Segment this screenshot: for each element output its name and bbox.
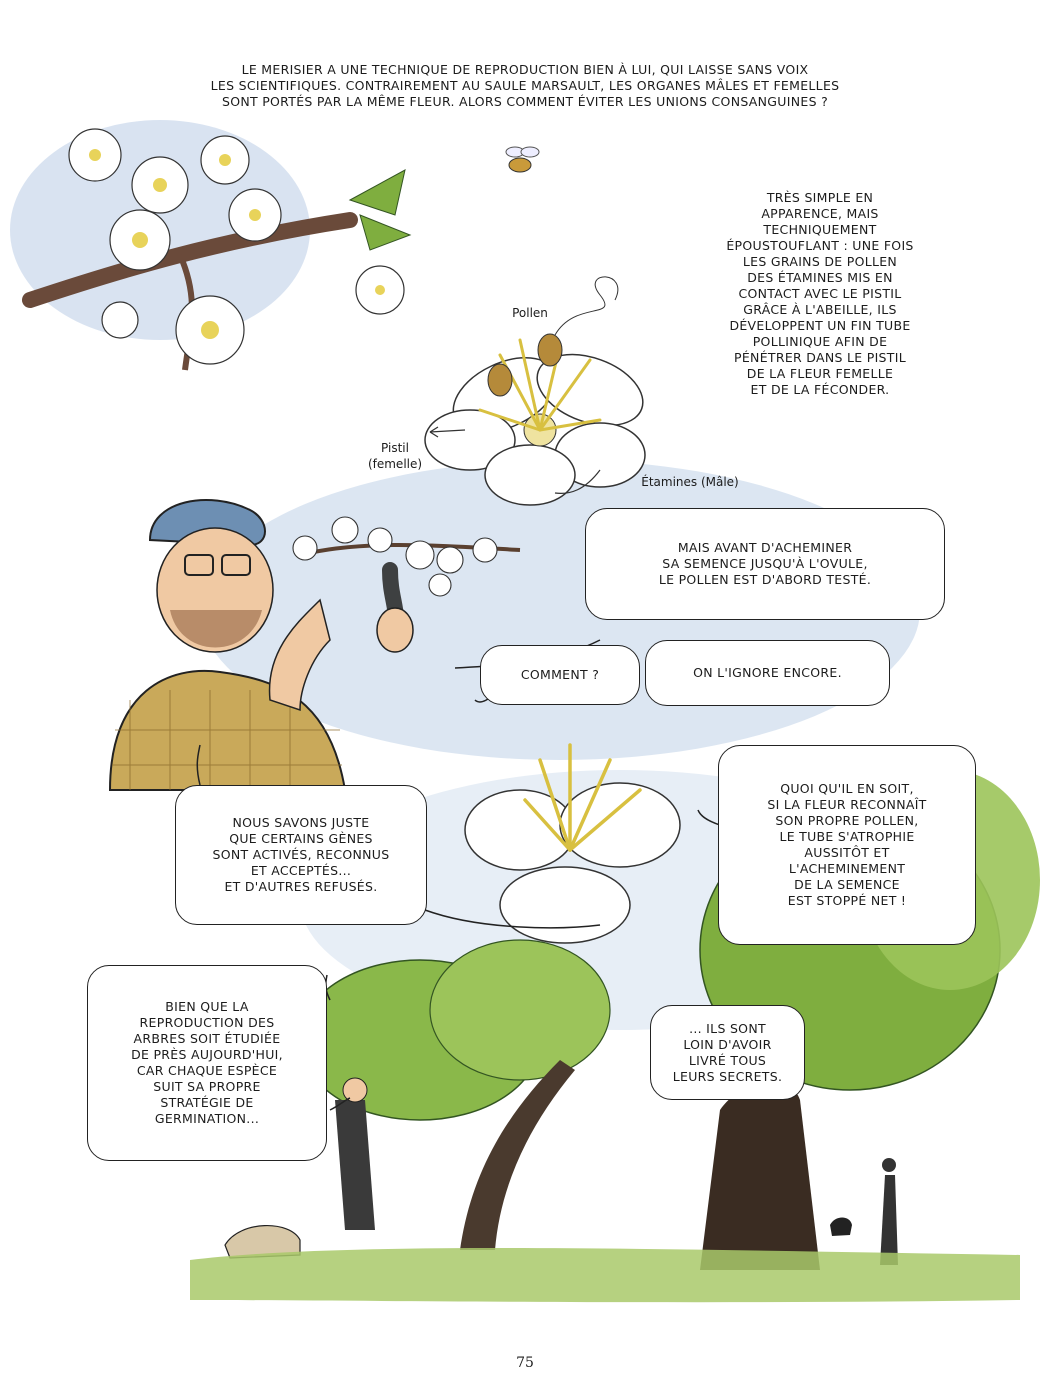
balloon-genes: [175, 785, 427, 925]
balloon-secrets-text: ... ILS SONT LOIN D'AVOIR LIVRÉ TOUS LEURS SECRETS.: [672, 1020, 783, 1084]
pistil-label: Pistil (femelle): [367, 441, 423, 471]
balloon-whatever-text: QUOI QU'IL EN SOIT, SI LA FLEUR RECONNAÎT SON PROPRE POLLEN, LE TUBE S'ATROPHIE AUSSITÔT ET L'ACHEMINEMENT DE LA SEMENCE EST STOPPÉ NET !: [767, 781, 927, 908]
balloon-although-text: BIEN QUE LA REPRODUCTION DES ARBRES SOIT ÉTUDIÉE DE PRÈS AUJOURD'HUI, CAR CHAQUE ESPÈCE SUIT SA PROPRE STRATÉGIE DE GERMINATION...: [131, 999, 283, 1126]
balloon-secrets: [650, 1005, 805, 1100]
bee-illustration: [506, 147, 539, 172]
balloon-pollen-tested-text: MAIS AVANT D'ACHEMINER SA SEMENCE JUSQU'À L'OVULE, LE POLLEN EST D'ABORD TESTÉ.: [658, 540, 872, 587]
balloon-whatever: [718, 745, 976, 945]
balloon-pollen-tested: [585, 508, 945, 620]
balloon-how: [480, 645, 640, 705]
balloon-genes-text: NOUS SAVONS JUSTE QUE CERTAINS GÈNES SONT ACTIVÉS, RECONNUS ET ACCEPTÉS... ET D'AUTRES REFUSÉS.: [212, 815, 390, 894]
balloon-how-text: COMMENT ?: [520, 667, 600, 682]
pollen-label: Pollen: [512, 306, 548, 320]
intro-caption: LE MERISIER A UNE TECHNIQUE DE REPRODUCTION BIEN À LUI, QUI LAISSE SANS VOIX LES SCIENTIFIQUES. CONTRAIREMENT AU SAULE MARSAULT, LES ORGANES MÂLES ET FEMELLES SONT PORTÉS PAR LA MÊME FLEUR. ALORS COMMENT ÉVITER LES UNIONS CONSANGUINES ?: [210, 62, 840, 109]
balloon-unknown-text: ON L'IGNORE ENCORE.: [693, 665, 842, 680]
balloon-although: [87, 965, 327, 1161]
page-number: 75: [516, 1355, 534, 1371]
balloon-unknown: [645, 640, 890, 706]
stamens-label: Étamines (Mâle): [641, 475, 739, 489]
side-caption: TRÈS SIMPLE EN APPARENCE, MAIS TECHNIQUEMENT ÉPOUSTOUFLANT : UNE FOIS LES GRAINS DE POLLEN DES ÉTAMINES MIS EN CONTACT AVEC LE PISTIL GRÂCE À L'ABEILLE, ILS DÉVELOPPENT UN FIN TUBE POLLINIQUE AFIN DE PÉNÉTRER DANS LE PISTIL DE LA FLEUR FEMELLE ET DE LA FÉCONDER.: [726, 190, 914, 397]
